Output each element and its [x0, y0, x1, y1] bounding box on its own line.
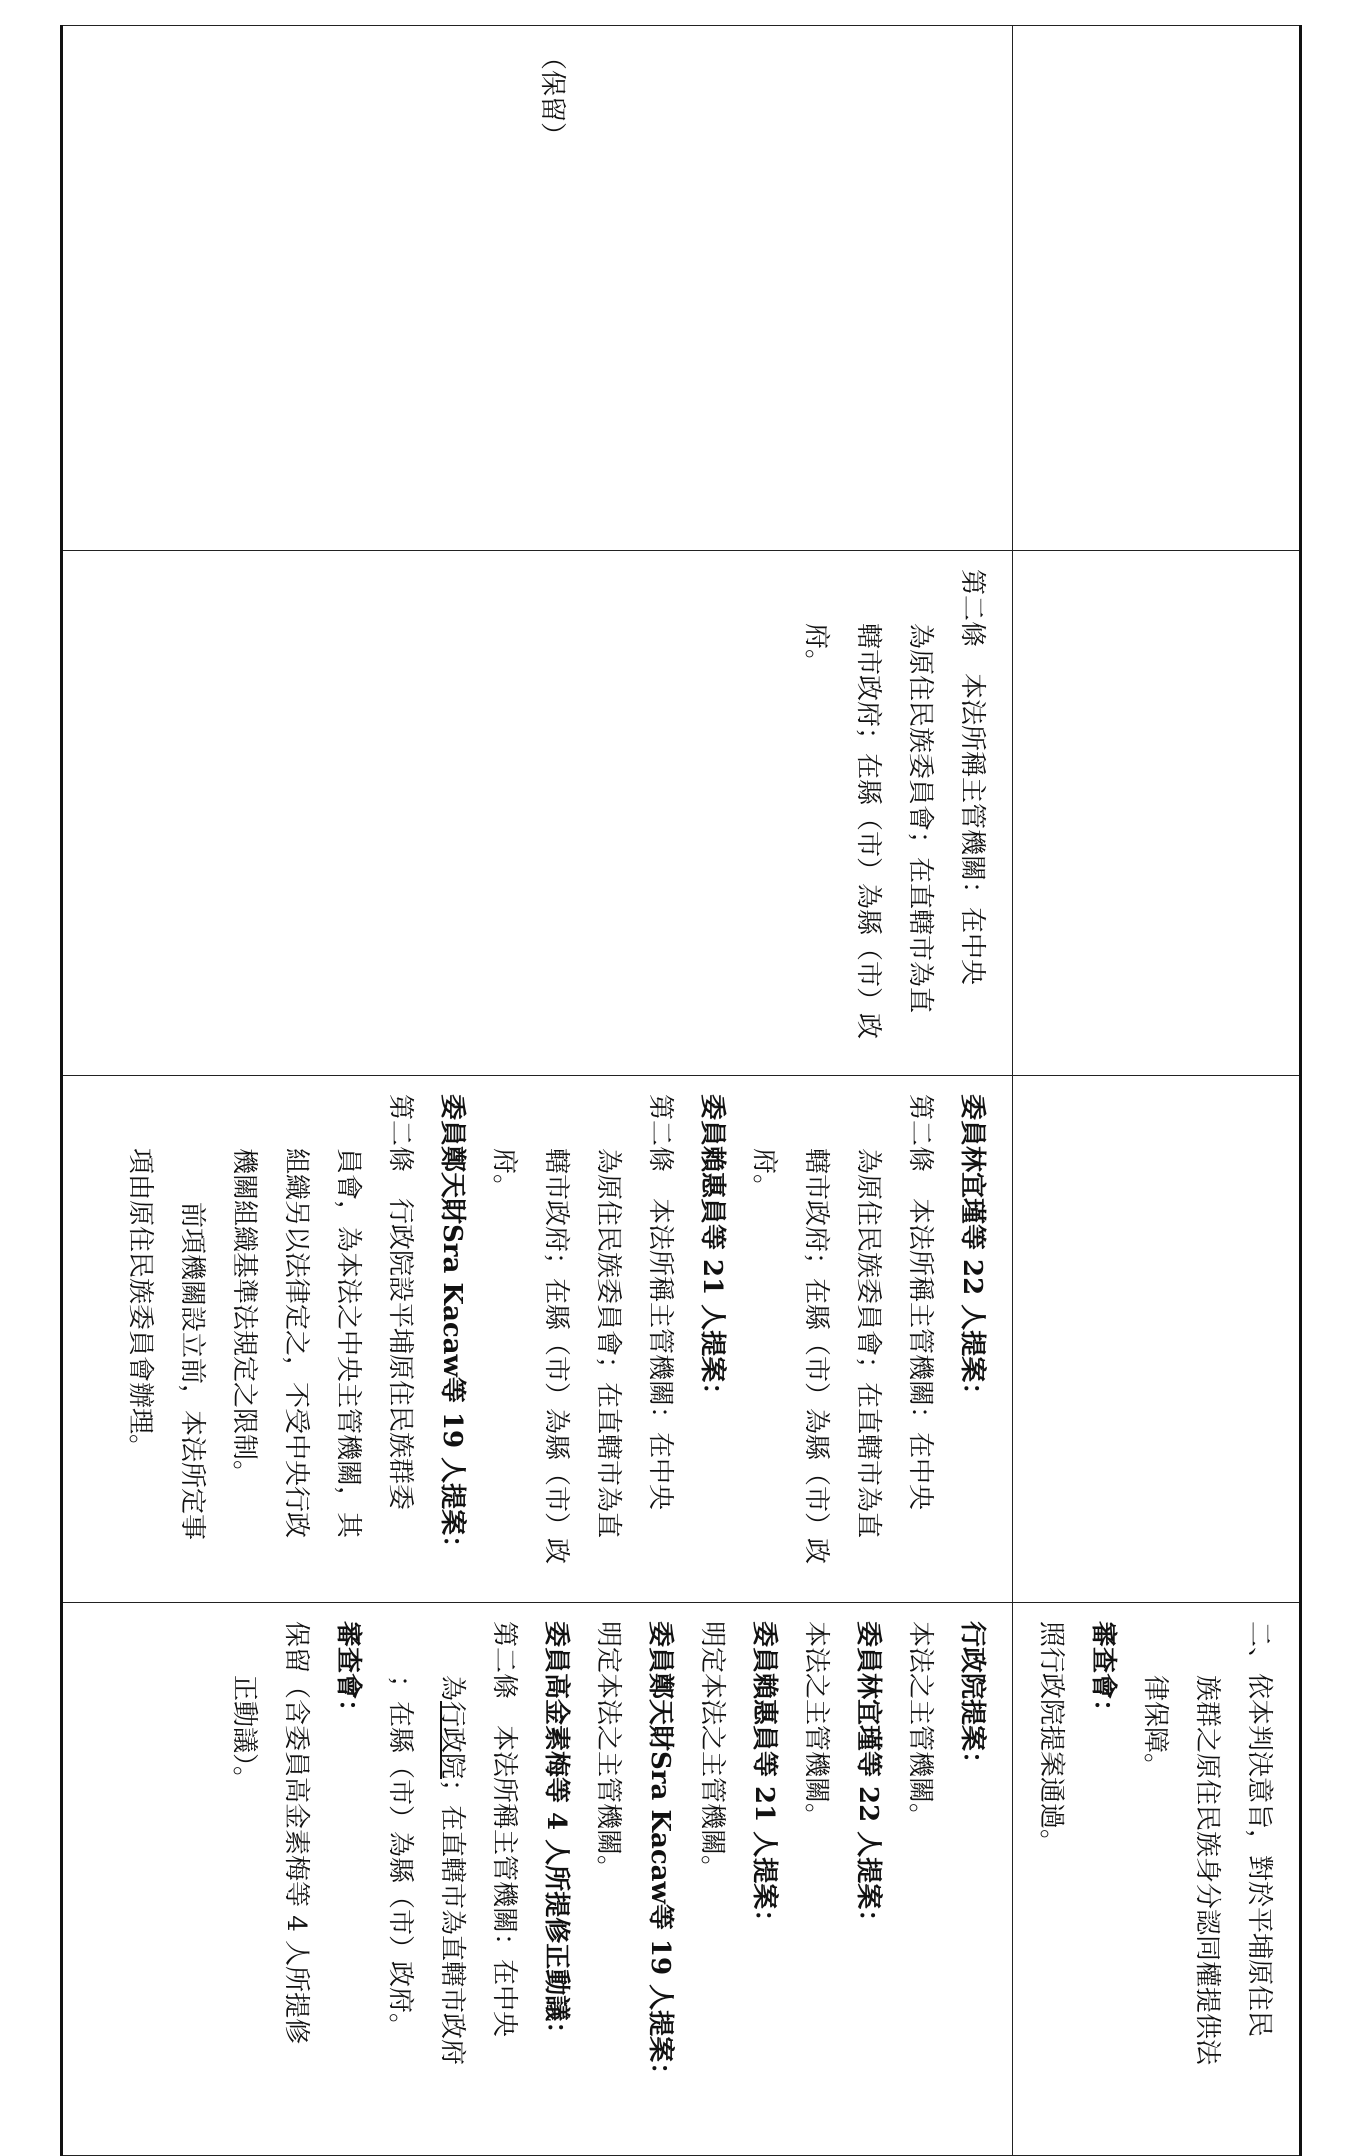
row2-col4-cell [62, 1603, 1013, 2156]
text-line: 機關組織基準法規定之限制。 [229, 1148, 259, 1487]
reserved-note: （保留） [537, 44, 567, 149]
text-line: 為原住民族委員會；在直轄市為直 [905, 623, 935, 1014]
text-line: 轄市政府；在縣（市）為縣（市）政 [853, 623, 883, 1040]
article-text: 第二條 本法所稱主管機關：在中央 [645, 1094, 675, 1511]
text-line: 本法之主管機關。 [905, 1621, 935, 1830]
proposal-heading: 委員林宜瑾等 22 人提案： [957, 1094, 987, 1409]
review-heading: 審查會： [1088, 1621, 1118, 1726]
row1-col3-cell [1013, 1076, 1301, 1603]
article-text: 第二條 本法所稱主管機關：在中央 [489, 1621, 519, 2038]
row2-col3-cell [62, 1076, 1013, 1603]
row1-col1-cell [1013, 26, 1301, 551]
table-row [1013, 26, 1301, 2156]
text-line: 府。 [801, 623, 831, 676]
text-line: 明定本法之主管機關。 [697, 1621, 727, 1882]
text-fragment: 為 [437, 1675, 467, 1702]
text-line: 為原住民族委員會；在直轄市為直 [593, 1148, 623, 1539]
proposal-heading: 委員賴惠員等 21 人提案： [749, 1621, 779, 1936]
proposal-heading: 委員林宜瑾等 22 人提案： [853, 1621, 883, 1936]
text-line: 明定本法之主管機關。 [593, 1621, 623, 1882]
text-line [426, 1621, 478, 2145]
table-row [62, 26, 1013, 2156]
text-line: 項由原住民族委員會辦理。 [125, 1148, 155, 1461]
text-line: ；在縣（市）為縣（市）政府。 [385, 1675, 415, 2040]
review-heading: 審查會： [333, 1621, 363, 1726]
text-line: 本法之主管機關。 [801, 1621, 831, 1830]
text-line: 保留（含委員高金素梅等 4 人所提修 [281, 1621, 311, 2045]
text-line: 組織另以法律定之，不受中央行政 [281, 1148, 311, 1539]
text-line: 正動議）。 [229, 1675, 259, 1793]
text-line: 前項機關設立前，本法所定事 [177, 1202, 207, 1541]
text-line: 轄市政府；在縣（市）為縣（市）政 [801, 1148, 831, 1565]
proposal-heading: 行政院提案： [957, 1621, 987, 1778]
text-line: 府。 [749, 1148, 779, 1201]
text-line: 轄市政府；在縣（市）為縣（市）政 [541, 1148, 571, 1565]
text-line: 員會，為本法之中央主管機關，其 [333, 1148, 363, 1539]
text-line: 二、依本判決意旨，對於平埔原住民 [1244, 1621, 1274, 2038]
proposal-heading: 委員鄭天財Sra Kacaw等 19 人提案： [437, 1094, 467, 1562]
text-line: 照行政院提案通過。 [1036, 1621, 1066, 1856]
text-line: 為原住民族委員會；在直轄市為直 [853, 1148, 883, 1539]
row2-col2-cell [62, 551, 1013, 1076]
row1-col2-cell [1013, 551, 1301, 1076]
row2-col1-cell [62, 26, 1013, 551]
proposal-heading: 委員鄭天財Sra Kacaw等 19 人提案： [645, 1621, 675, 2089]
text-line: 律保障。 [1140, 1675, 1170, 1780]
comparison-table [60, 25, 1302, 2156]
proposal-heading: 委員賴惠員等 21 人提案： [697, 1094, 727, 1409]
row1-col4-cell [1013, 1603, 1301, 2156]
text-fragment: ；在直轄市為直轄市政府 [437, 1779, 467, 2066]
text-line: 府。 [489, 1148, 519, 1201]
underlined-text: 行政院 [437, 1701, 467, 1780]
article-text: 第二條 本法所稱主管機關：在中央 [957, 569, 987, 986]
article-text: 第二條 行政院設平埔原住民族群委 [385, 1094, 415, 1511]
proposal-heading: 委員高金素梅等 4 人所提修正動議： [541, 1621, 571, 2048]
article-text: 第二條 本法所稱主管機關：在中央 [905, 1094, 935, 1511]
text-line: 族群之原住民族身分認同權提供法 [1192, 1675, 1222, 2066]
